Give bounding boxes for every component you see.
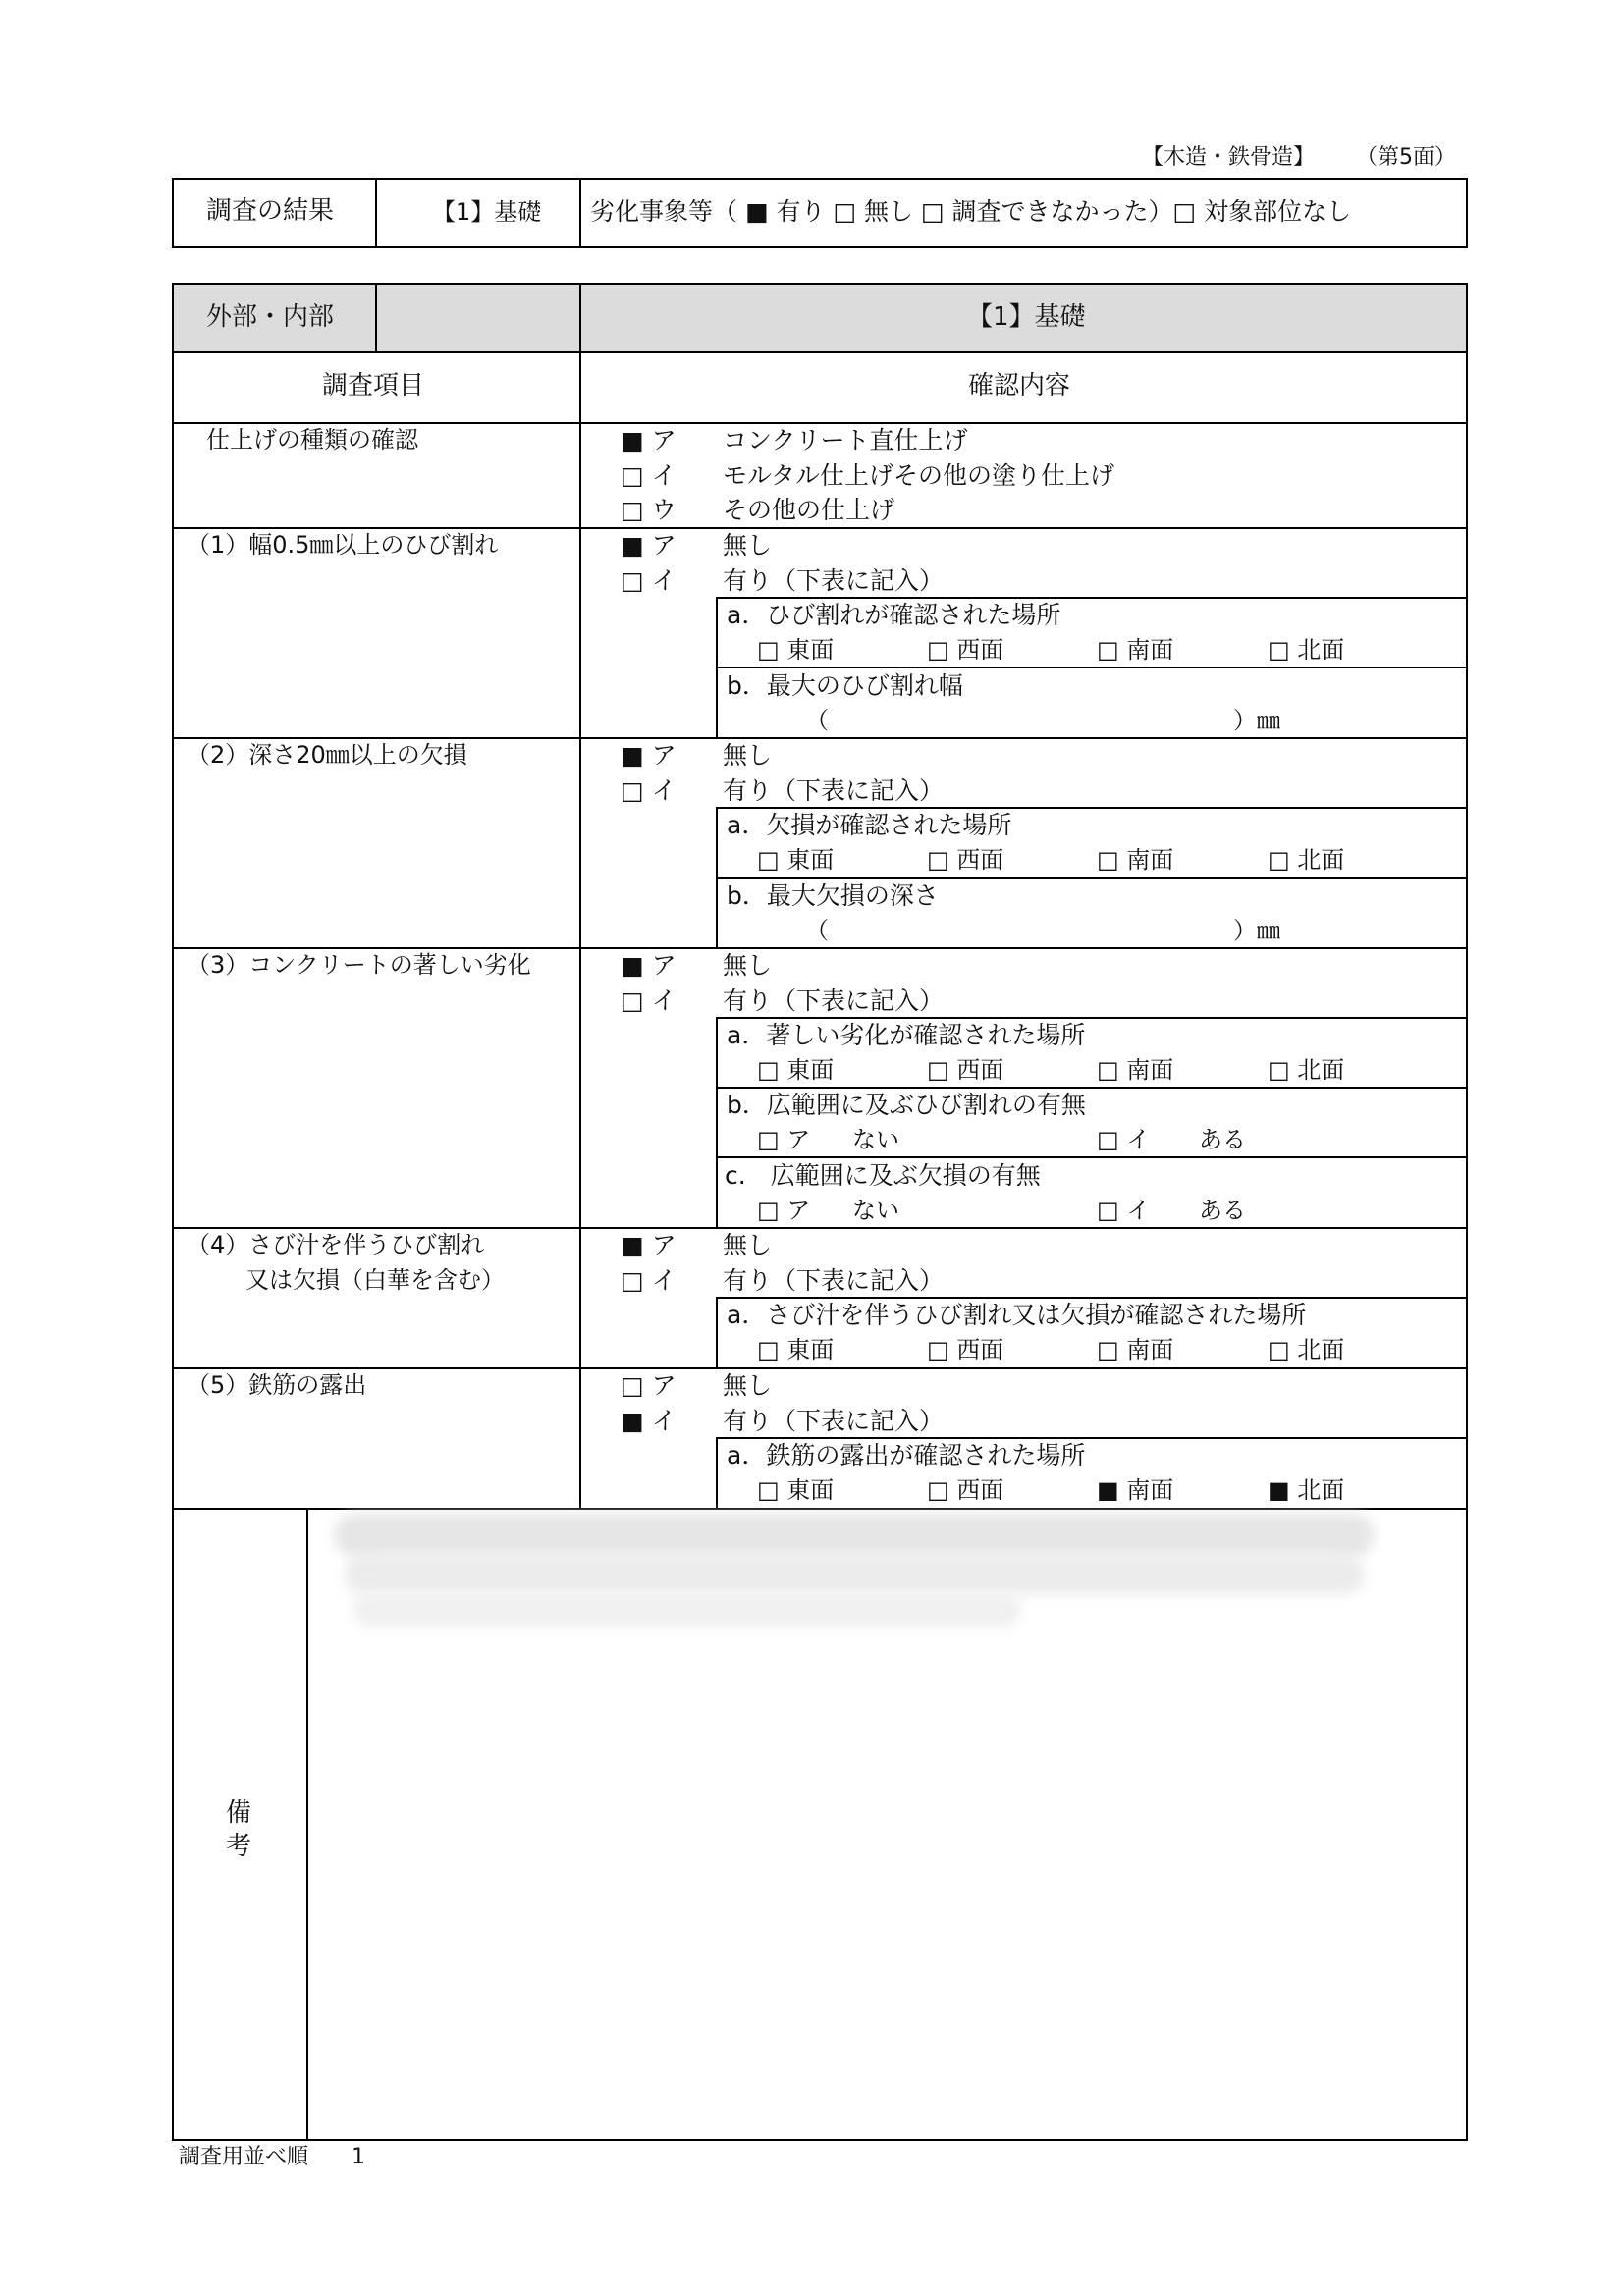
item-4-sub-a-title: a．さび汁を伴うひび割れ又は欠損が確認された場所	[727, 1301, 1307, 1329]
item-1-south: □ 南面	[1097, 636, 1174, 664]
item-1-label: （1）幅0.5㎜以上のひび割れ	[187, 531, 499, 559]
table-head-right: 【1】基礎	[967, 302, 1086, 332]
item-3-north: □ 北面	[1268, 1056, 1345, 1084]
item-4-east: □ 東面	[757, 1336, 835, 1363]
item-2-paren-open: （	[805, 917, 829, 944]
item-2-north: □ 北面	[1268, 846, 1345, 874]
item-3-west: □ 西面	[927, 1056, 1004, 1084]
item-5-west: □ 西面	[927, 1476, 1004, 1504]
item-4-west: □ 西面	[927, 1336, 1004, 1363]
item-3-sub-b-title: b．広範囲に及ぶひび割れの有無	[727, 1091, 1086, 1119]
item-3-sub-c-opt-a-text: ない	[852, 1197, 899, 1224]
finish-option-a-text: コンクリート直仕上げ	[723, 426, 968, 454]
page-number-label: （第5面）	[1356, 145, 1456, 170]
finish-option-c-mark: □ ウ	[621, 496, 677, 524]
item-5-east: □ 東面	[757, 1476, 835, 1504]
item-1-north: □ 北面	[1268, 636, 1345, 664]
inspection-table	[172, 283, 1468, 2141]
item-3-sub-c-title: c. 広範囲に及ぶ欠損の有無	[725, 1161, 1041, 1190]
item-1-opt-b-text: 有り（下表に記入）	[723, 566, 945, 595]
item-1-paren-close: ）㎜	[1233, 707, 1280, 734]
finish-option-b-mark: □ イ	[621, 461, 677, 490]
item-2-opt-a-text: 無し	[723, 741, 773, 770]
item-5-sub-a-title: a．鉄筋の露出が確認された場所	[727, 1441, 1086, 1469]
result-status-text: 劣化事象等（ ■ 有り □ 無し □ 調査できなかった）□ 対象部位なし	[590, 197, 1352, 226]
item-4-south: □ 南面	[1097, 1336, 1174, 1363]
col-item-header: 調査項目	[322, 371, 425, 400]
item-3-south: □ 南面	[1097, 1056, 1174, 1084]
item-2-opt-b-text: 有り（下表に記入）	[723, 776, 945, 805]
item-4-label-line-1: （4）さび汁を伴うひび割れ	[187, 1231, 485, 1258]
item-5-opt-b-mark: ■ イ	[621, 1407, 677, 1435]
item-1-opt-a-text: 無し	[723, 531, 773, 560]
item-3-sub-c-opt-a: □ ア	[757, 1197, 811, 1224]
item-2-paren-close: ）㎜	[1233, 917, 1280, 944]
table-head-left: 外部・内部	[206, 302, 335, 332]
finish-option-b-text: モルタル仕上げその他の塗り仕上げ	[723, 461, 1115, 490]
footer-order-label: 調査用並べ順 1	[179, 2145, 365, 2169]
finish-type-label: 仕上げの種類の確認	[206, 426, 418, 454]
item-3-opt-b-mark: □ イ	[621, 987, 677, 1015]
item-1-sub-a-title: a．ひび割れが確認された場所	[727, 601, 1061, 629]
item-1-opt-a-mark: ■ ア	[621, 531, 677, 560]
item-4-north: □ 北面	[1268, 1336, 1345, 1363]
col-content-header: 確認内容	[968, 371, 1071, 400]
item-3-opt-b-text: 有り（下表に記入）	[723, 987, 945, 1015]
item-5-opt-b-text: 有り（下表に記入）	[723, 1407, 945, 1435]
item-1-sub-b-title: b．最大のひび割れ幅	[727, 671, 963, 700]
item-3-sub-c-opt-b-text: ある	[1199, 1197, 1246, 1224]
item-3-sub-b-opt-a-text: ない	[852, 1126, 899, 1153]
item-1-west: □ 西面	[927, 636, 1004, 664]
item-3-sub-b-opt-a: □ ア	[757, 1126, 811, 1153]
result-section: 【1】基礎	[432, 198, 542, 226]
item-4-label-line-2: 又は欠損（白華を含む）	[245, 1266, 505, 1294]
item-1-east: □ 東面	[757, 636, 835, 664]
result-label: 調査の結果	[206, 196, 335, 226]
item-3-sub-a-title: a．著しい劣化が確認された場所	[727, 1021, 1086, 1049]
item-3-sub-b-opt-b-text: ある	[1199, 1126, 1246, 1153]
item-2-opt-a-mark: ■ ア	[621, 741, 677, 770]
item-5-north: ■ 北面	[1268, 1476, 1345, 1504]
item-2-opt-b-mark: □ イ	[621, 776, 677, 805]
item-2-west: □ 西面	[927, 846, 1004, 874]
item-3-sub-b-opt-b: □ イ	[1097, 1126, 1151, 1153]
item-5-south: ■ 南面	[1097, 1476, 1174, 1504]
item-4-opt-b-text: 有り（下表に記入）	[723, 1266, 945, 1295]
item-4-opt-a-mark: ■ ア	[621, 1231, 677, 1259]
item-3-opt-a-mark: ■ ア	[621, 951, 677, 980]
item-5-label: （5）鉄筋の露出	[187, 1371, 367, 1399]
item-3-label: （3）コンクリートの著しい劣化	[187, 951, 531, 979]
finish-option-a-mark: ■ ア	[621, 426, 677, 454]
item-5-opt-a-text: 無し	[723, 1371, 773, 1400]
item-1-opt-b-mark: □ イ	[621, 566, 677, 595]
item-2-sub-b-title: b．最大欠損の深さ	[727, 881, 939, 910]
item-2-sub-a-title: a．欠損が確認された場所	[727, 811, 1012, 839]
item-2-south: □ 南面	[1097, 846, 1174, 874]
item-3-opt-a-text: 無し	[723, 951, 773, 980]
item-4-opt-a-text: 無し	[723, 1231, 773, 1259]
item-4-opt-b-mark: □ イ	[621, 1266, 677, 1295]
item-2-label: （2）深さ20㎜以上の欠損	[187, 741, 467, 769]
item-3-east: □ 東面	[757, 1056, 835, 1084]
structure-type-label: 【木造・鉄骨造】	[1142, 145, 1316, 170]
table-header-row	[174, 285, 1466, 351]
item-3-sub-c-opt-b: □ イ	[1097, 1197, 1151, 1224]
redacted-remarks	[324, 1512, 1404, 1644]
item-2-east: □ 東面	[757, 846, 835, 874]
item-5-opt-a-mark: □ ア	[621, 1371, 677, 1400]
item-1-paren-open: （	[805, 707, 829, 734]
finish-option-c-text: その他の仕上げ	[723, 496, 895, 524]
remarks-label: 備考	[226, 1798, 252, 1861]
